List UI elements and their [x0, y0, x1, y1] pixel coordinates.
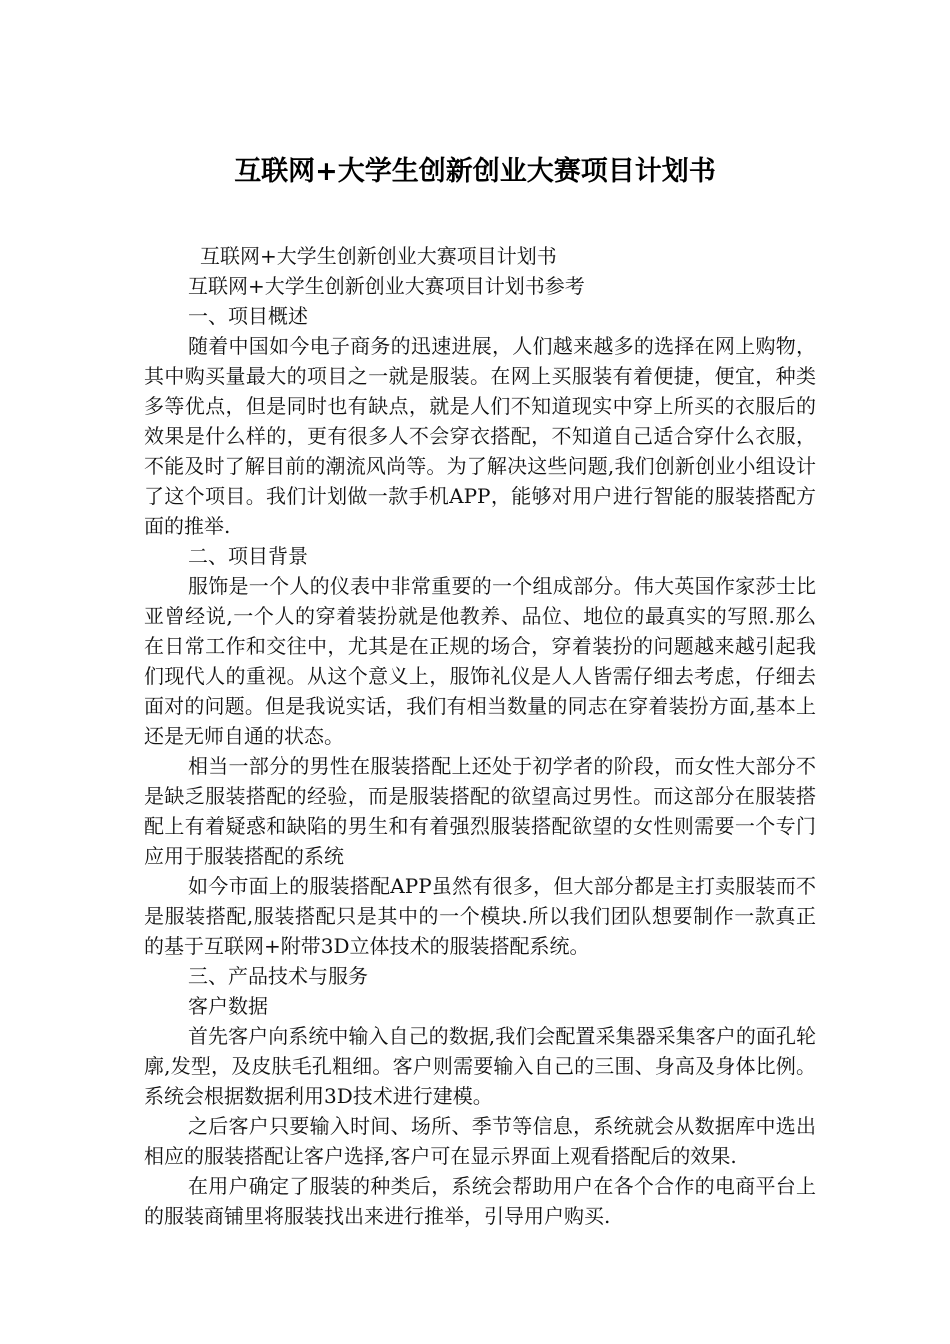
technology-paragraph-1: 首先客户向系统中输入自己的数据,我们会配置采集器采集客户的面孔轮廓,发型，及皮肤毛孔粗细。客户则需要输入自己的三围、身高及身体比例。系统会根据数据利用3D技术进行建模。	[144, 1024, 816, 1108]
document-title: 互联网+大学生创新创业大赛项目计划书	[234, 156, 716, 187]
section-heading-technology: 三、产品技术与服务	[188, 964, 368, 988]
technology-paragraph-3: 在用户确定了服装的种类后，系统会帮助用户在各个合作的电商平台上的服装商铺里将服装找出来进行推举，引导用户购买.	[144, 1174, 816, 1228]
background-paragraph-2: 相当一部分的男性在服装搭配上还处于初学者的阶段，而女性大部分不是缺乏服装搭配的经验，而是服装搭配的欲望高过男性。而这部分在服装搭配上有着疑惑和缺陷的男生和有着强烈服装搭配欲望的女性则需要一个专门应用于服装搭配的系统	[144, 754, 816, 868]
reference-line: 互联网+大学生创新创业大赛项目计划书参考	[188, 274, 585, 298]
background-paragraph-3: 如今市面上的服装搭配APP虽然有很多，但大部分都是主打卖服装而不是服装搭配,服装搭配只是其中的一个模块.所以我们团队想要制作一款真正的基于互联网+附带3D立体技术的服装搭配系统。	[144, 874, 816, 958]
subtitle-paragraph: 互联网+大学生创新创业大赛项目计划书	[200, 244, 557, 268]
overview-paragraph: 随着中国如今电子商务的迅速进展，人们越来越多的选择在网上购物，其中购买量最大的项目之一就是服装。在网上买服装有着便捷，便宜，种类多等优点，但是同时也有缺点，就是人们不知道现实中穿上所买的衣服后的效果是什么样的，更有很多人不会穿衣搭配，不知道自己适合穿什么衣服，不能及时了解目前的潮流风尚等。为了解决这些问题,我们创新创业小组设计了这个项目。我们计划做一款手机APP，能够对用户进行智能的服装搭配方面的推举.	[144, 334, 816, 538]
background-paragraph-1: 服饰是一个人的仪表中非常重要的一个组成部分。伟大英国作家莎士比亚曾经说,一个人的穿着装扮就是他教养、品位、地位的最真实的写照.那么在日常工作和交往中，尤其是在正规的场合，穿着装扮的问题越来越引起我们现代人的重视。从这个意义上，服饰礼仪是人人皆需仔细去考虑，仔细去面对的问题。但是我说实话，我们有相当数量的同志在穿着装扮方面,基本上还是无师自通的状态。	[144, 574, 816, 748]
document-body	[144, 241, 816, 1231]
technology-paragraph-2: 之后客户只要输入时间、场所、季节等信息，系统就会从数据库中选出相应的服装搭配让客户选择,客户可在显示界面上观看搭配后的效果.	[144, 1114, 816, 1168]
section-heading-background: 二、项目背景	[188, 544, 308, 568]
section-heading-overview: 一、项目概述	[188, 304, 308, 328]
subheading-customer-data: 客户数据	[188, 994, 268, 1018]
